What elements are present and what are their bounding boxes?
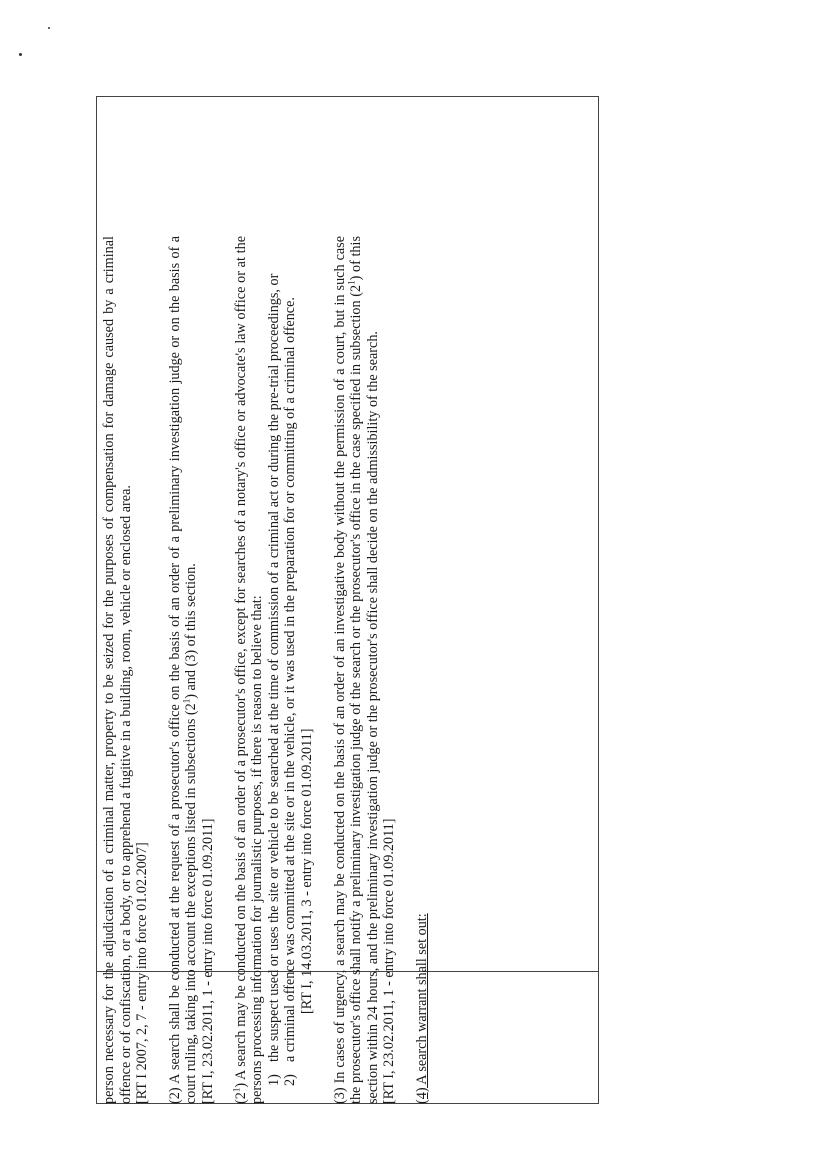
paragraph-2-1-text: ) A search may be conducted on the basis of an order of a prosecutor's office, except for searches of a notary's office or advocate's law office or at the persons processing information for journalistic purposes, if there is reason to believe that:	[232, 236, 266, 1104]
paragraph-4	[414, 236, 431, 1104]
paragraph-1-text: person necessary for the adjudication of a criminal matter, property to be seized for the purposes of compensation for damage caused by a criminal offence or of confiscation, or a body, or to apprehend a fugitive in a building, room, vehicle or enclosed area.	[101, 236, 134, 1104]
scan-speck	[19, 53, 22, 56]
paragraph-2-text-b: ) and (3) of this section.	[183, 563, 200, 699]
list-item-number: 1)	[265, 1074, 282, 1086]
rotated-text-cell	[101, 236, 586, 1104]
paragraph-3-ref: [RT I, 23.02.2011, 1 - entry into force 01.09.2011]	[381, 818, 398, 1104]
list-item	[266, 236, 283, 1086]
paragraph-2-1	[230, 236, 316, 1104]
paragraph-1	[101, 236, 151, 1104]
paragraph-2-1-sup: 1	[230, 1087, 241, 1093]
scan-speck	[48, 27, 50, 29]
paragraph-2-text-a: (2) A search shall be conducted at the request of a prosecutor's office on the basis of an order of a preliminary investigation judge or on the basis of a court ruling, taking into account the exceptions listed in subsections (2	[166, 236, 200, 1104]
paragraph-1-ref: [RT I 2007, 2, 7 - entry into force 01.02.2007]	[134, 842, 151, 1104]
paragraph-3-text-a: (3) In cases of urgency, a search may be conducted on the basis of an order of an investigative body without the permission of a court, but in such case the prosecutor's office shall notify a preliminary investigation judge of the search or the prosecutor's office in the case specified in subsection (2	[331, 236, 365, 1104]
paragraph-2-1-lead: (2	[232, 1092, 249, 1104]
paragraph-3-sup: 1	[346, 280, 357, 285]
paragraph-3	[332, 236, 398, 1104]
paragraph-2-ref: [RT I, 23.02.2011, 1 - entry into force 01.09.2011]	[199, 818, 216, 1104]
paragraph-4-text: (4) A search warrant shall set out:	[413, 913, 430, 1104]
paragraph-3-text-b: ) of this section within 24 hours, and the preliminary investigation judge or the prosecutor's office shall decide on the admissibility of the search.	[348, 236, 381, 1104]
list-item	[282, 236, 299, 1086]
list-item-number: 2)	[282, 1074, 299, 1086]
paragraph-2-1-ref: [RT I, 14.03.2011, 3 - entry into force 01.09.2011]	[298, 728, 315, 1014]
paragraph-2-sup: 1	[181, 698, 192, 704]
list-item-text: a criminal offence was committed at the site or in the vehicle, or it was used in the preparation for or committing of a criminal offence.	[282, 297, 299, 1062]
list-item-text: the suspect used or uses the site or vehicle to be searched at the time of commission of a criminal act or during the pre-trial proceedings, or	[265, 273, 282, 1062]
paragraph-2	[167, 236, 217, 1104]
